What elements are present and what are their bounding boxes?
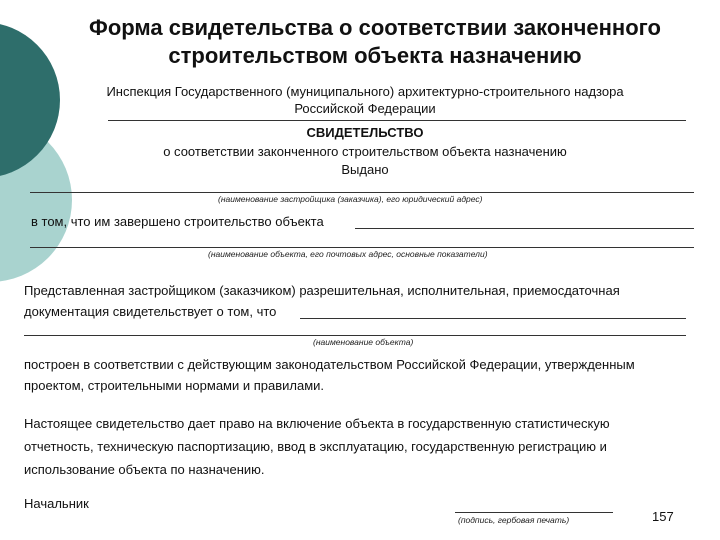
title-line-1: Форма свидетельства о соответствии законченного [89, 15, 661, 40]
object-line-1 [355, 228, 694, 229]
docs-line-2: документация свидетельствует о том, что [24, 304, 277, 319]
inspection-name [60, 83, 670, 117]
certificate-subheading: о соответствии законченного строительством объекта назначению [163, 144, 567, 159]
inspection-line-1: Инспекция Государственного (муниципального) архитектурно-строительного надзора [106, 84, 624, 99]
rights-paragraph [24, 412, 704, 481]
caption-developer: (наименование застройщика (заказчика), его юридический адрес) [218, 194, 483, 204]
rights-line-2: отчетность, техническую паспортизацию, ввод в эксплуатацию, государственную регистрацию и [24, 439, 607, 454]
page-number: 157 [652, 509, 674, 524]
chief-label: Начальник [24, 496, 89, 511]
developer-line [30, 192, 694, 193]
title-line-2: строительством объекта назначению [168, 43, 582, 68]
caption-object-full: (наименование объекта, его почтовых адрес, основные показатели) [208, 249, 488, 259]
built-paragraph [24, 354, 704, 396]
completed-text: в том, что им завершено строительство объекта [31, 214, 324, 229]
certificate-heading: СВИДЕТЕЛЬСТВО [306, 125, 424, 140]
docs-object-line-2 [24, 335, 686, 336]
issued-label: Выдано [341, 162, 389, 177]
docs-line-1: Представленная застройщиком (заказчиком) разрешительная, исполнительная, приемосдаточная [24, 283, 620, 298]
rights-line-1: Настоящее свидетельство дает право на включение объекта в государственную статистическую [24, 416, 610, 431]
object-line-2 [30, 247, 694, 248]
caption-signature: (подпись, гербовая печать) [458, 515, 570, 525]
signature-line [455, 512, 613, 513]
documentation-paragraph [24, 282, 704, 320]
docs-object-line [300, 318, 686, 319]
rights-line-3: использование объекта по назначению. [24, 462, 265, 477]
inspection-line-2: Российской Федерации [294, 101, 436, 116]
caption-object: (наименование объекта) [313, 337, 414, 347]
built-line-2: проектом, строительными нормами и правилами. [24, 378, 325, 393]
built-line-1: построен в соответствии с действующим законодательством Российской Федерации, утвержденным [24, 357, 635, 372]
inspection-underline [108, 120, 686, 121]
slide-title [40, 14, 710, 70]
